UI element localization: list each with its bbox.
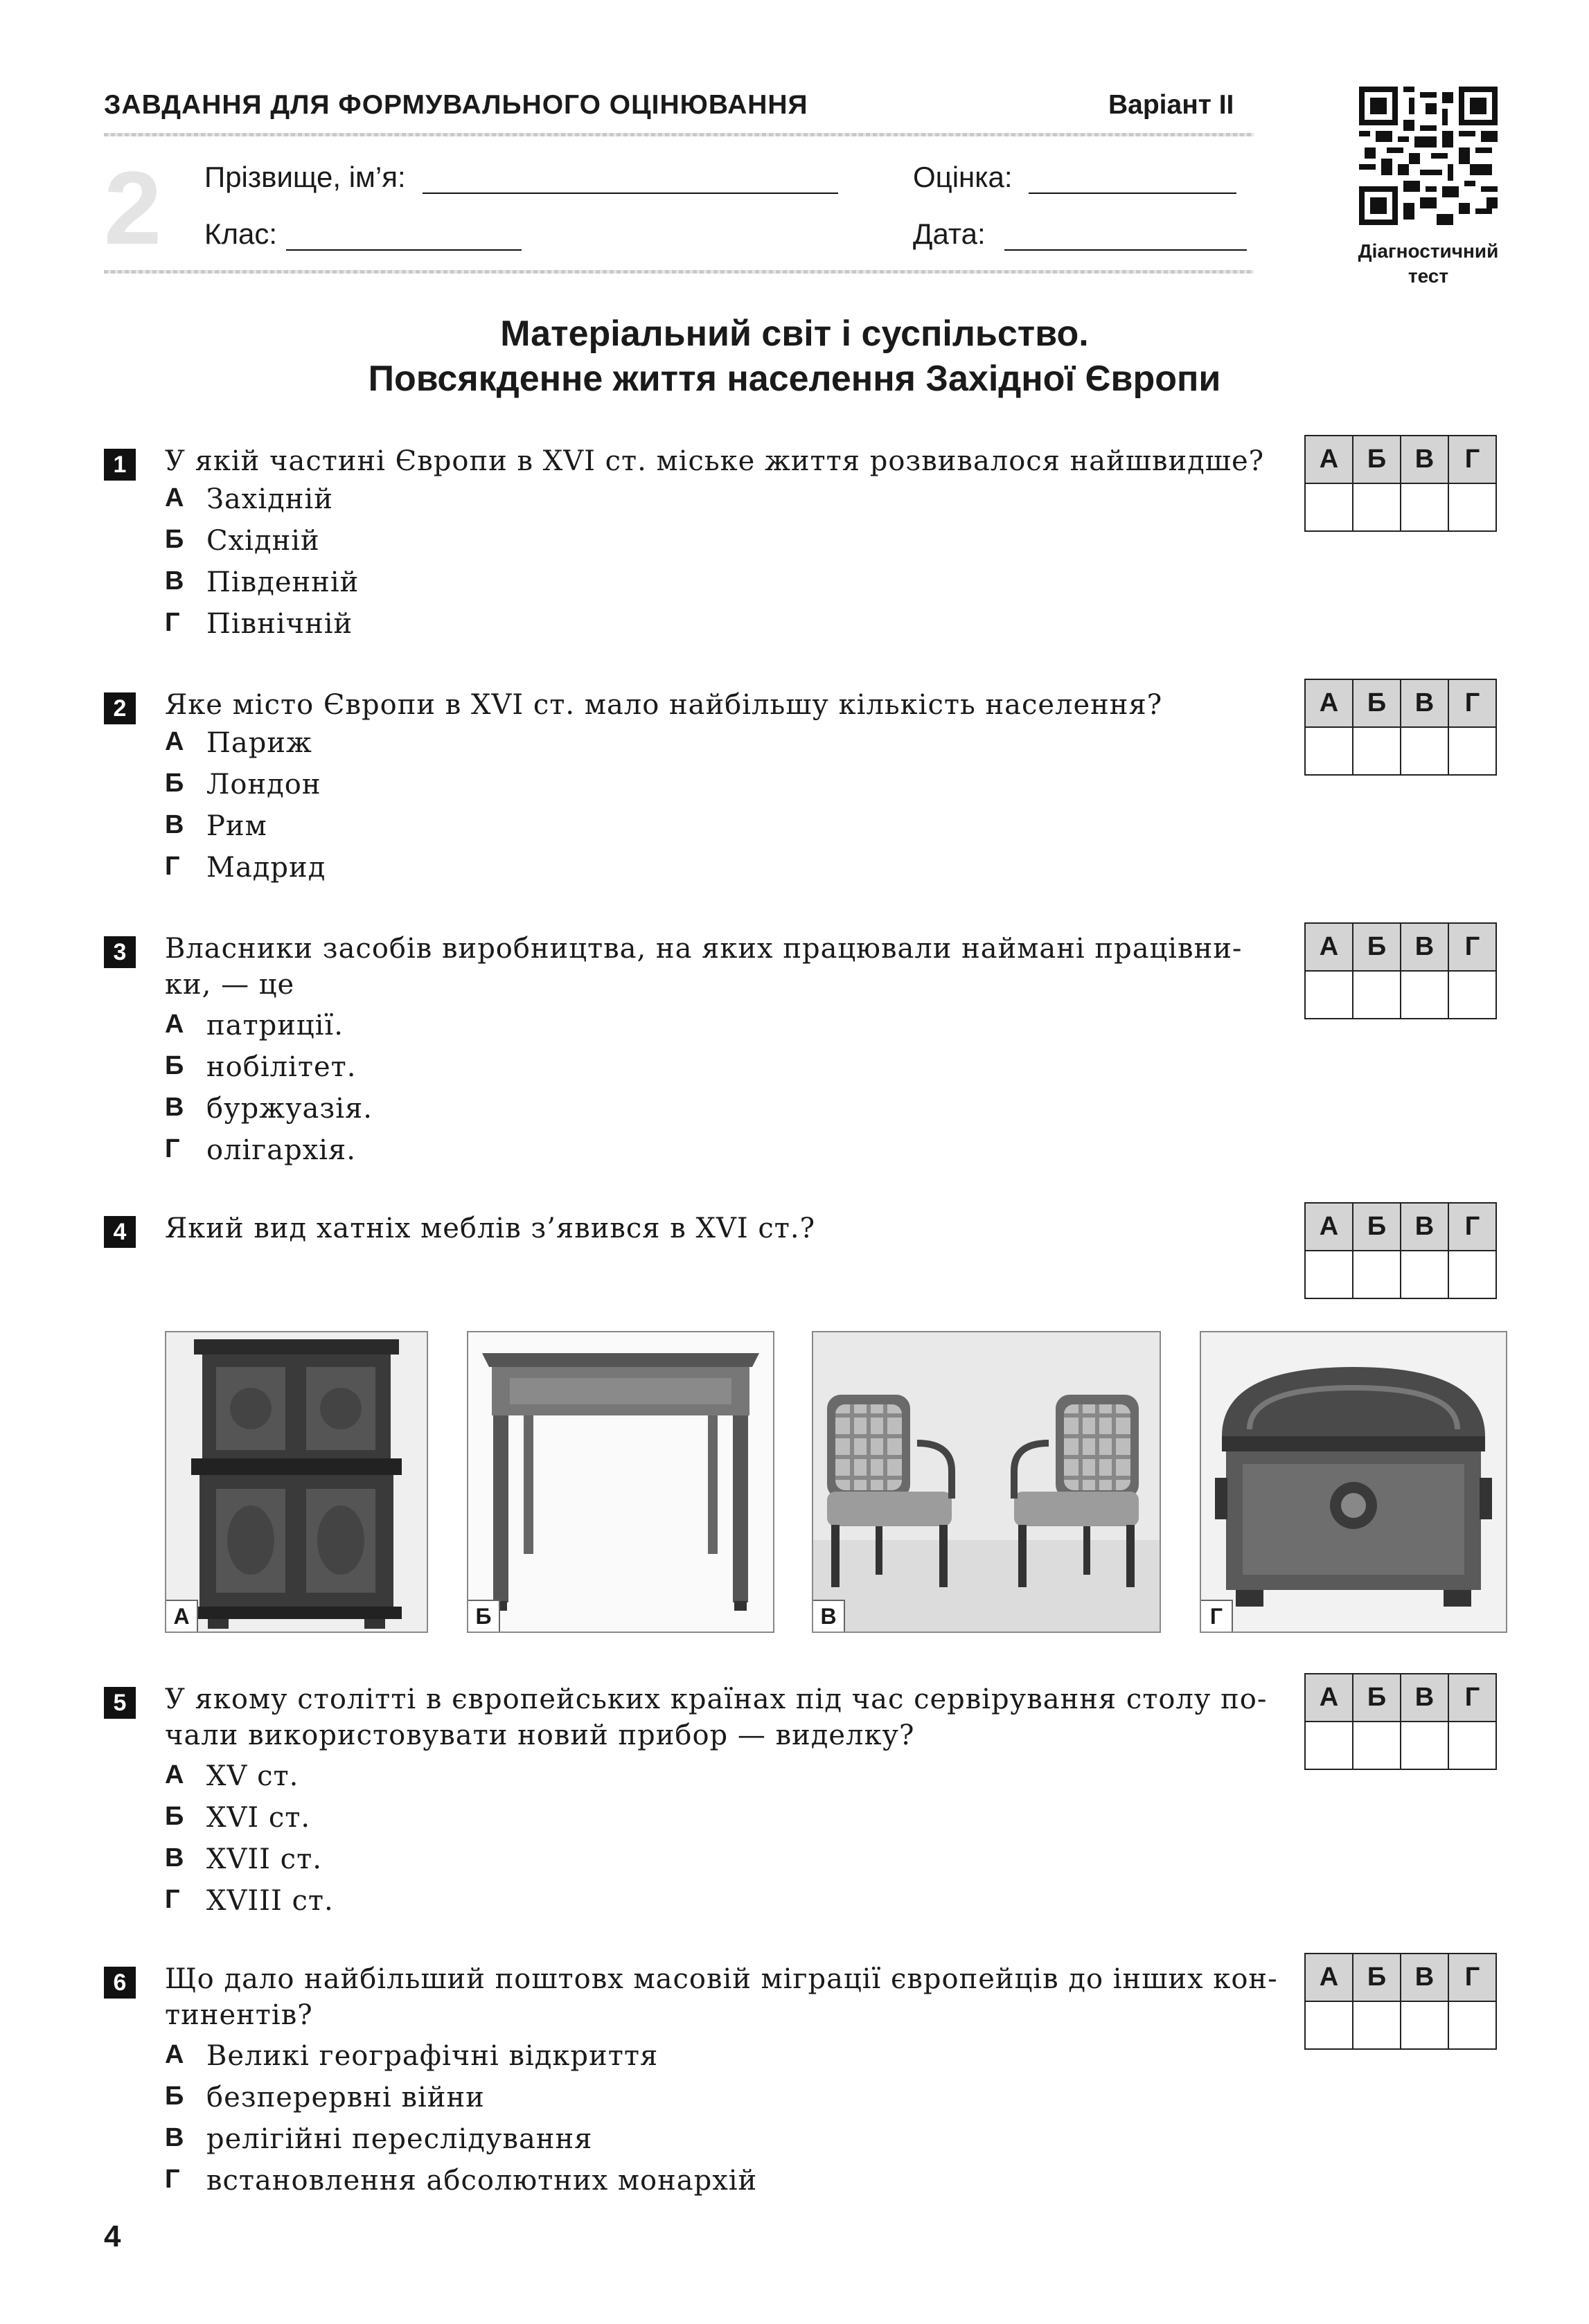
- image-option-a[interactable]: [165, 1331, 428, 1633]
- header-rule: [104, 133, 1254, 136]
- grid-header: А: [1305, 679, 1353, 727]
- name-field[interactable]: [423, 193, 838, 194]
- answer-cell[interactable]: [1448, 483, 1496, 531]
- answer-grid-q2: [1304, 679, 1497, 776]
- image-option-c[interactable]: [812, 1331, 1161, 1633]
- grid-header: Г: [1448, 436, 1496, 483]
- qr-caption: [1337, 239, 1520, 289]
- answer-cell[interactable]: [1353, 1722, 1401, 1769]
- option-q1-a[interactable]: А Західній: [165, 483, 333, 515]
- page-number: 4: [104, 2219, 121, 2253]
- qr-code-icon[interactable]: [1359, 87, 1498, 225]
- question-text-6-line-2: тинентів?: [165, 1999, 313, 2031]
- question-number-5: 5: [104, 1687, 136, 1719]
- table-icon: [468, 1332, 773, 1632]
- grid-header: Г: [1448, 1674, 1496, 1722]
- grid-header: В: [1401, 923, 1448, 971]
- question-text-3: [165, 929, 1242, 1004]
- grid-header: Б: [1353, 1954, 1401, 2001]
- answer-cell[interactable]: [1353, 2001, 1401, 2049]
- grid-header: Г: [1448, 1954, 1496, 2001]
- option-q5-c[interactable]: В XVII ст.: [165, 1843, 322, 1875]
- question-text-6-line-1: Що дало найбільший поштовх масовій міграції європейців до інших кон-: [165, 1963, 1278, 1995]
- question-number-2: 2: [104, 692, 136, 724]
- grade-field[interactable]: [1029, 193, 1236, 194]
- answer-cell[interactable]: [1448, 727, 1496, 775]
- answer-grid-q5: [1304, 1673, 1497, 1770]
- answer-cell[interactable]: [1448, 971, 1496, 1019]
- image-label-d: Г: [1201, 1600, 1233, 1632]
- option-q2-b[interactable]: Б Лондон: [165, 769, 321, 801]
- grid-header: Б: [1353, 436, 1401, 483]
- answer-cell[interactable]: [1305, 971, 1353, 1019]
- grid-header: Б: [1353, 1674, 1401, 1722]
- grid-header: В: [1401, 1954, 1448, 2001]
- title-line-1: Матеріальний світ і суспільство.: [500, 314, 1089, 354]
- answer-cell[interactable]: [1353, 483, 1401, 531]
- answer-cell[interactable]: [1305, 2001, 1353, 2049]
- answer-cell[interactable]: [1401, 483, 1448, 531]
- answer-grid-q4: [1304, 1202, 1497, 1299]
- grid-header: Б: [1353, 679, 1401, 727]
- answer-cell[interactable]: [1305, 1251, 1353, 1298]
- answer-cell[interactable]: [1401, 1251, 1448, 1298]
- question-number-6: 6: [104, 1967, 136, 1999]
- option-q1-d[interactable]: Г Північній: [165, 608, 353, 640]
- grid-header: В: [1401, 436, 1448, 483]
- option-q3-b[interactable]: Б нобілітет.: [165, 1051, 357, 1083]
- header-rule-bottom: [104, 270, 1254, 274]
- question-text-5-line-1: У якому столітті в європейських країнах під час сервірування столу по-: [165, 1683, 1268, 1715]
- answer-cell[interactable]: [1401, 2001, 1448, 2049]
- grid-header: А: [1305, 436, 1353, 483]
- page-title: [0, 312, 1589, 402]
- grid-header: В: [1401, 679, 1448, 727]
- grid-header: Г: [1448, 1203, 1496, 1251]
- answer-cell[interactable]: [1353, 727, 1401, 775]
- question-number-4: 4: [104, 1216, 136, 1248]
- grid-header: Б: [1353, 923, 1401, 971]
- question-text-5-line-2: чали використовувати новий прибор — виделку?: [165, 1719, 915, 1751]
- question-number-1: 1: [104, 449, 136, 481]
- option-q6-a[interactable]: А Великі географічні відкриття: [165, 2040, 659, 2072]
- grid-header: Б: [1353, 1203, 1401, 1251]
- grid-header: А: [1305, 923, 1353, 971]
- image-label-b: Б: [468, 1600, 500, 1632]
- answer-cell[interactable]: [1401, 1722, 1448, 1769]
- worksheet-heading: ЗАВДАННЯ ДЛЯ ФОРМУВАЛЬНОГО ОЦІНЮВАННЯ: [104, 90, 808, 120]
- answer-cell[interactable]: [1448, 2001, 1496, 2049]
- option-q6-b[interactable]: Б безперервні війни: [165, 2082, 485, 2113]
- question-text-4: Який вид хатніх меблів з’явився в XVI ст.?: [165, 1213, 816, 1244]
- answer-cell[interactable]: [1353, 1251, 1401, 1298]
- cabinet-icon: [166, 1332, 427, 1632]
- question-text-3-line-1: Власники засобів виробництва, на яких працювали наймані працівни-: [165, 933, 1243, 965]
- worksheet-number: 2: [104, 150, 162, 266]
- answer-cell[interactable]: [1401, 727, 1448, 775]
- answer-cell[interactable]: [1305, 1722, 1353, 1769]
- question-text-6: [165, 1960, 1278, 2035]
- answer-grid-q3: [1304, 922, 1497, 1019]
- grid-header: А: [1305, 1674, 1353, 1722]
- option-q6-d[interactable]: Г встановлення абсолютних монархій: [165, 2165, 758, 2197]
- answer-cell[interactable]: [1401, 971, 1448, 1019]
- option-q3-a[interactable]: А патриції.: [165, 1010, 344, 1042]
- variant-label: Варіант II: [1108, 90, 1234, 120]
- grid-header: Г: [1448, 679, 1496, 727]
- question-text-1: У якій частині Європи в XVI ст. міське життя розвивалося найшвидше?: [165, 445, 1265, 477]
- option-q2-c[interactable]: В Рим: [165, 810, 267, 842]
- grid-header: А: [1305, 1203, 1353, 1251]
- image-option-d[interactable]: [1200, 1331, 1507, 1633]
- answer-cell[interactable]: [1305, 483, 1353, 531]
- question-number-3: 3: [104, 936, 136, 968]
- option-q2-a[interactable]: А Париж: [165, 727, 312, 759]
- date-field[interactable]: [1004, 249, 1247, 251]
- armchairs-icon: [813, 1332, 1160, 1632]
- date-label: Дата:: [913, 217, 986, 250]
- answer-cell[interactable]: [1353, 971, 1401, 1019]
- question-text-3-line-2: ки, — це: [165, 969, 295, 1001]
- qr-caption-line-1: Діагностичний: [1358, 240, 1499, 262]
- qr-caption-line-2: тест: [1408, 265, 1449, 287]
- grid-header: А: [1305, 1954, 1353, 2001]
- chest-icon: [1201, 1332, 1506, 1632]
- class-field[interactable]: [286, 249, 522, 251]
- option-q5-a[interactable]: А XV ст.: [165, 1760, 299, 1792]
- option-q5-b[interactable]: Б XVI ст.: [165, 1802, 311, 1834]
- option-q2-d[interactable]: Г Мадрид: [165, 852, 326, 884]
- grade-label: Оцінка:: [913, 161, 1013, 193]
- answer-grid-q6: [1304, 1953, 1497, 2050]
- answer-cell[interactable]: [1448, 1251, 1496, 1298]
- answer-cell[interactable]: [1305, 727, 1353, 775]
- grid-header: Г: [1448, 923, 1496, 971]
- name-label: Прізвище, ім’я:: [204, 161, 406, 193]
- image-label-c: В: [813, 1600, 845, 1632]
- question-text-2: Яке місто Європи в XVI ст. мало найбільшу кількість населення?: [165, 689, 1163, 721]
- option-q6-c[interactable]: В релігійні переслідування: [165, 2123, 593, 2155]
- option-q3-d[interactable]: Г олігархія.: [165, 1134, 356, 1166]
- question-text-5: [165, 1680, 1267, 1755]
- answer-cell[interactable]: [1448, 1722, 1496, 1769]
- grid-header: В: [1401, 1203, 1448, 1251]
- option-q1-b[interactable]: Б Східній: [165, 525, 320, 557]
- image-option-b[interactable]: [467, 1331, 774, 1633]
- class-label: Клас:: [204, 217, 277, 250]
- option-q1-c[interactable]: В Південній: [165, 566, 359, 598]
- option-q5-d[interactable]: Г XVIII ст.: [165, 1885, 334, 1917]
- title-line-2: Повсякденне життя населення Західної Європи: [368, 359, 1221, 399]
- grid-header: В: [1401, 1674, 1448, 1722]
- image-label-a: А: [166, 1600, 198, 1632]
- answer-grid-q1: [1304, 435, 1497, 532]
- option-q3-c[interactable]: В буржуазія.: [165, 1093, 373, 1125]
